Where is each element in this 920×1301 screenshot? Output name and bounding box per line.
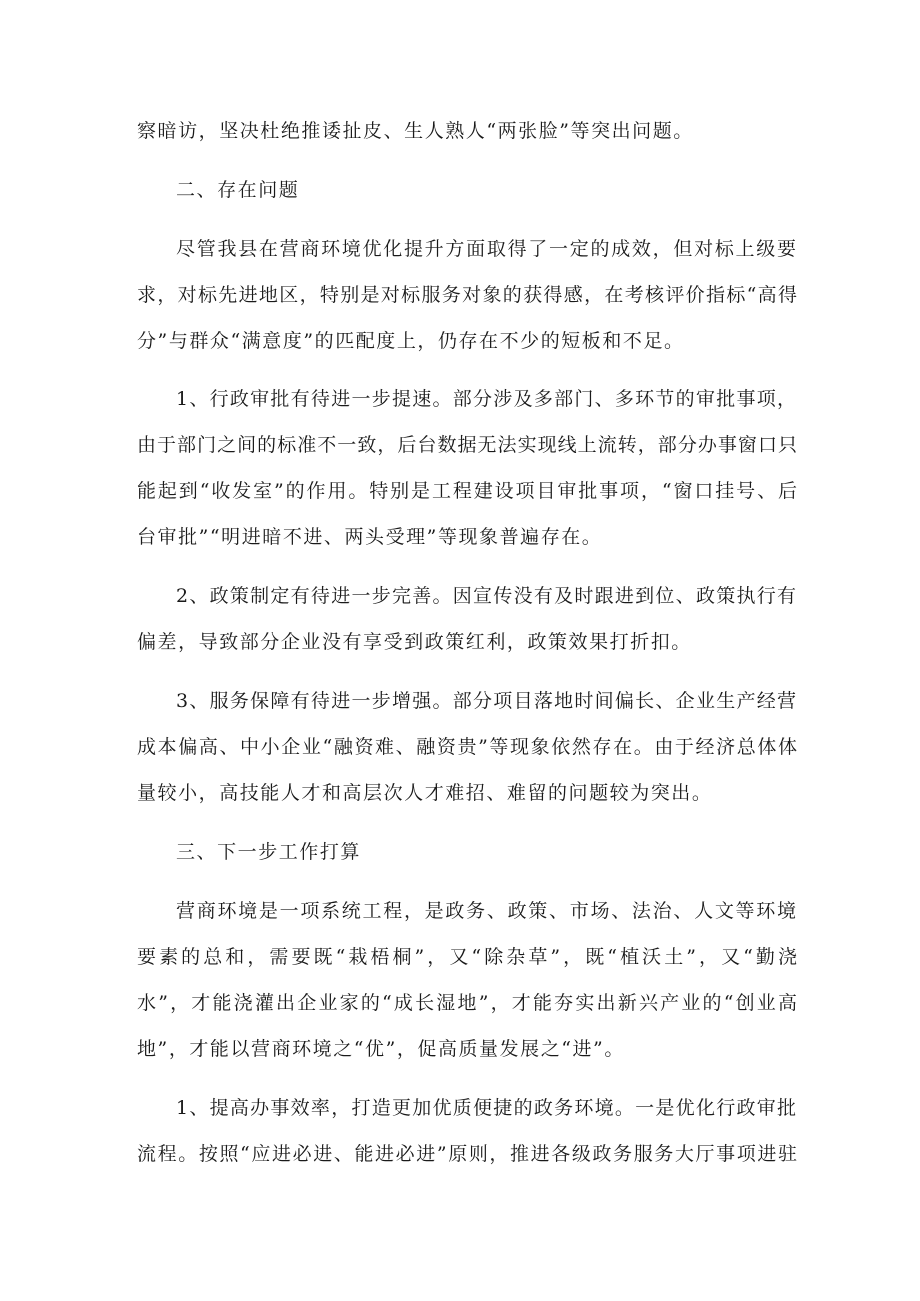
text-line: 成本偏高、中小企业“融资难、融资贵”等现象依然存在。由于经济总体体 xyxy=(137,736,797,758)
text-line: 台审批”“明进暗不进、两头受理”等现象普遍存在。 xyxy=(137,526,603,548)
text-line: 分”与群众“满意度”的匹配度上，仍存在不少的短板和不足。 xyxy=(137,330,685,352)
section-heading: 二、存在问题 xyxy=(176,179,300,201)
text-line: 1、行政审批有待进一步提速。部分涉及多部门、多环节的审批事项， xyxy=(176,388,796,410)
text-line: 求，对标先进地区，特别是对标服务对象的获得感，在考核评价指标“高得 xyxy=(137,284,797,306)
text-line: 2、政策制定有待进一步完善。因宣传没有及时跟进到位、政策执行有 xyxy=(176,585,796,607)
text-line: 由于部门之间的标准不一致，后台数据无法实现线上流转，部分办事窗口只 xyxy=(137,434,797,456)
section-heading: 三、下一步工作打算 xyxy=(176,841,361,863)
text-line: 察暗访，坚决杜绝推诿扯皮、生人熟人“两张脸”等突出问题。 xyxy=(137,120,694,142)
text-line: 尽管我县在营商环境优化提升方面取得了一定的成效，但对标上级要 xyxy=(176,238,796,260)
text-line: 3、服务保障有待进一步增强。部分项目落地时间偏长、企业生产经营 xyxy=(176,690,796,712)
text-line: 1、提高办事效率，打造更加优质便捷的政务环境。一是优化行政审批 xyxy=(176,1097,796,1119)
text-line: 水”，才能浇灌出企业家的“成长湿地”，才能夯实出新兴产业的“创业高 xyxy=(137,992,797,1014)
text-line: 能起到“收发室”的作用。特别是工程建设项目审批事项，“窗口挂号、后 xyxy=(137,480,797,502)
text-line: 量较小，高技能人才和高层次人才难招、难留的问题较为突出。 xyxy=(137,782,713,804)
text-line: 要素的总和，需要既“栽梧桐”，又“除杂草”，既“植沃土”，又“勤浇 xyxy=(137,946,797,968)
text-line: 地”，才能以营商环境之“优”，促高质量发展之“进”。 xyxy=(137,1038,625,1060)
text-line: 偏差，导致部分企业没有享受到政策红利，政策效果打折扣。 xyxy=(137,631,692,653)
text-line: 营商环境是一项系统工程，是政务、政策、市场、法治、人文等环境 xyxy=(176,900,796,922)
text-line: 流程。按照“应进必进、能进必进”原则，推进各级政务服务大厅事项进驻 xyxy=(137,1143,797,1165)
